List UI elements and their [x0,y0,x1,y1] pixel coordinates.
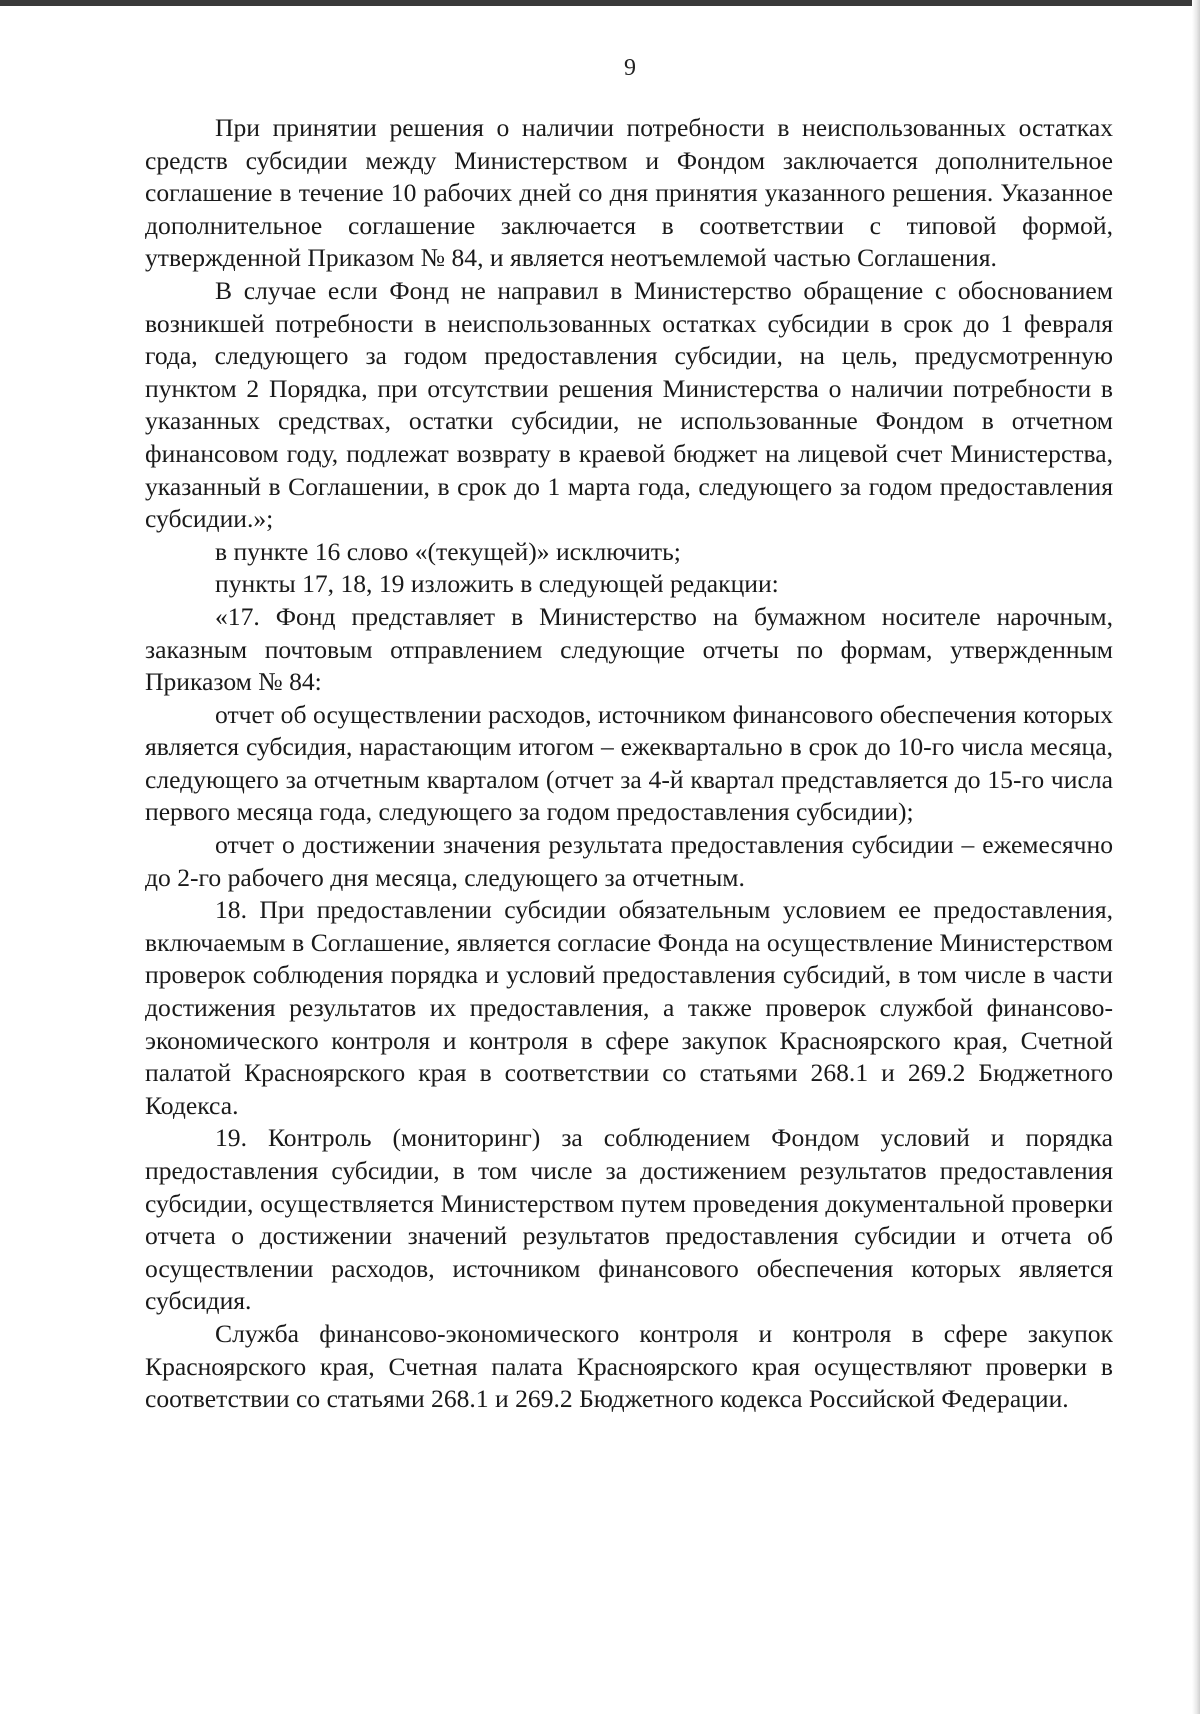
paragraph-result-report: отчет о достижении значения результата предоставления субсидии – ежемесячно до 2-го рабочего дня месяца, следующего за отчетным. [145,830,1113,892]
paragraph-clause-17: «17. Фонд представляет в Министерство на бумажном носителе нарочным, заказным почтовым отправлением следующие отчеты по формам, утвержденным Приказом № 84: [145,601,1113,697]
paragraph-clause-16-amendment: в пункте 16 слово «(текущей)» исключить; [215,536,681,566]
paragraph-clause-18: 18. При предоставлении субсидии обязательным условием ее предоставления, включаемым в Соглашение, является согласие Фонда на осуществление Министерством проверок соблюдения порядка и условий предоставления субсидий, в том числе в части достижения результатов их предоставления, а также проверок службой финансово-экономического контроля и контроля в сфере закупок Красноярского края, Счетной палатой Красноярского края в соответствии со статьями 268.1 и 269.2 Бюджетного Кодекса. [145,895,1113,1120]
scan-top-border [0,0,1200,6]
paragraph-control-service: Служба финансово-экономического контроля и контроля в сфере закупок Красноярского края, Счетная палата Красноярского края осуществляют проверки в соответствии со статьями 268.1 и 269.2 Бюджетного кодекса Российской Федерации. [145,1318,1113,1414]
scan-right-edge [1192,0,1200,1714]
paragraph-clause-19: 19. Контроль (мониторинг) за соблюдением Фондом условий и порядка предоставления субсидии, в том числе за достижением результатов предоставления субсидии, осуществляется Министерством путем проведения документальной проверки отчета о достижении значений результатов предоставления субсидии и отчета об осуществлении расходов, источником финансового обеспечения которых является субсидия. [145,1123,1113,1316]
document-body [145,112,1113,1416]
paragraph-clauses-17-19-intro: пункты 17, 18, 19 изложить в следующей редакции: [215,569,779,599]
paragraph-unused-subsidy-return: В случае если Фонд не направил в Министерство обращение с обоснованием возникшей потребности в неиспользованных остатках субсидии в срок до 1 февраля года, следующего за годом предоставления субсидии, на цель, предусмотренную пунктом 2 Порядка, при отсутствии решения Министерства о наличии потребности в указанных средствах, остатки субсидии, не использованные Фондом в отчетном финансовом году, подлежат возврату в краевой бюджет на лицевой счет Министерства, указанный в Соглашении, в срок до 1 марта года, следующего за годом предоставления субсидии.»; [145,275,1113,534]
paragraph-additional-agreement: При принятии решения о наличии потребности в неиспользованных остатках средств субсидии между Министерством и Фондом заключается дополнительное соглашение в течение 10 рабочих дней со дня принятия указанного решения. Указанное дополнительное соглашение заключается в соответствии с типовой формой, утвержденной Приказом № 84, и является неотъемлемой частью Соглашения. [145,113,1113,273]
paragraph-expense-report: отчет об осуществлении расходов, источником финансового обеспечения которых является субсидия, нарастающим итогом – ежеквартально в срок до 10-го числа месяца, следующего за отчетным кварталом (отчет за 4-й квартал представляется до 15-го числа первого месяца года, следующего за годом предоставления субсидии); [145,699,1113,827]
page-number: 9 [624,55,636,81]
